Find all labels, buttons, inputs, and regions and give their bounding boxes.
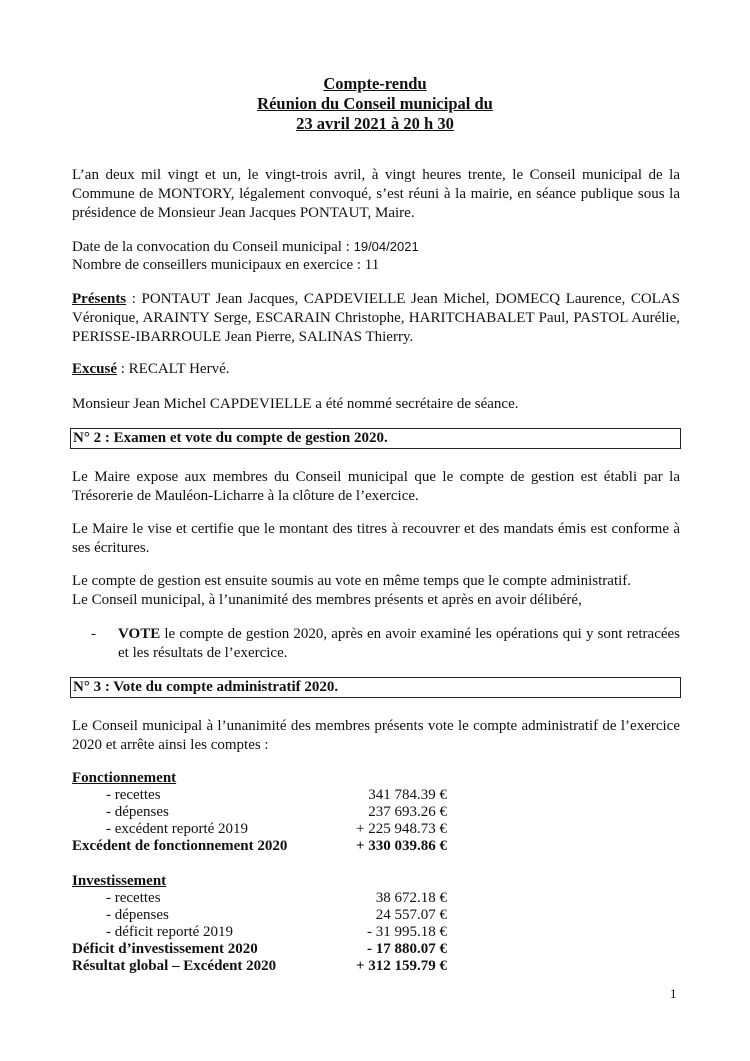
bullet-dash: - — [91, 626, 96, 642]
fonct-recettes-label: - recettes — [106, 787, 161, 803]
section-2-paragraph-3a: Le compte de gestion est ensuite soumis au vote en même temps que le compte administratif. — [72, 573, 632, 589]
convocation-date: Date de la convocation du Conseil municipal : 19/04/2021 — [72, 239, 419, 255]
fonct-depenses-label: - dépenses — [106, 804, 169, 820]
title-line-3: 23 avril 2021 à 20 h 30 — [296, 114, 454, 133]
presents-paragraph: Présents : PONTAUT Jean Jacques, CAPDEVIELLE Jean Michel, DOMECQ Laurence, COLAS Véronique, ARAINTY Serge, ESCARAIN Christophe, HARITCHABALET Paul, PASTOL Aurélie, PERISSE-IBARROULE Jean Pierre, SALINAS Thierry. — [72, 291, 680, 345]
presents-label: Présents — [72, 291, 127, 307]
invest-depenses-value: 24 557.07 € — [375, 907, 447, 923]
global-result-label: Résultat global – Excédent 2020 — [72, 958, 277, 974]
fonct-excedent-value: + 225 948.73 € — [356, 821, 447, 837]
section-2-heading: N° 2 : Examen et vote du compte de gestion 2020. — [70, 428, 681, 449]
title-line-1: Compte-rendu — [323, 74, 427, 93]
section-2-paragraph-1: Le Maire expose aux membres du Conseil municipal que le compte de gestion est établi par la Trésorerie de Mauléon-Licharre à la clôture de l’exercice. — [72, 469, 680, 504]
secretaire-line: Monsieur Jean Michel CAPDEVIELLE a été nommé secrétaire de séance. — [72, 396, 519, 412]
section-3-heading: N° 3 : Vote du compte administratif 2020. — [70, 677, 681, 698]
invest-total-value: - 17 880.07 € — [367, 941, 447, 957]
fonct-depenses-value: 237 693.26 € — [368, 804, 447, 820]
vote-paragraph: VOTE le compte de gestion 2020, après en avoir examiné les opérations qui y sont retracées et les résultats de l’exercice. — [118, 626, 680, 661]
section-2-paragraph-3b: Le Conseil municipal, à l’unanimité des membres présents et après en avoir délibéré, — [72, 592, 582, 608]
fonct-recettes-value: 341 784.39 € — [368, 787, 447, 803]
intro-paragraph: L’an deux mil vingt et un, le vingt-trois avril, à vingt heures trente, le Conseil municipal de la Commune de MONTORY, légalement convoqué, s’est réuni à la mairie, en séance publique sous la présidence de Monsieur Jean Jacques PONTAUT, Maire. — [72, 167, 680, 221]
nombre-conseillers: Nombre de conseillers municipaux en exercice : 11 — [72, 257, 380, 273]
fonctionnement-heading: Fonctionnement — [72, 770, 177, 786]
global-result-value: + 312 159.79 € — [355, 958, 447, 974]
invest-recettes-label: - recettes — [106, 890, 161, 906]
invest-depenses-label: - dépenses — [106, 907, 169, 923]
title-line-2: Réunion du Conseil municipal du — [257, 94, 493, 113]
section-2-paragraph-2: Le Maire le vise et certifie que le montant des titres à recouvrer et des mandats émis est conforme à ses écritures. — [72, 521, 680, 556]
investissement-heading: Investissement — [72, 873, 167, 889]
excuse-line: Excusé : RECALT Hervé. — [72, 361, 230, 377]
excuse-label: Excusé — [72, 361, 117, 377]
invest-deficit-value: - 31 995.18 € — [367, 924, 447, 940]
fonct-total-value: + 330 039.86 € — [355, 838, 447, 854]
fonct-excedent-label: - excédent reporté 2019 — [106, 821, 249, 837]
page-number: 1 — [670, 986, 677, 1001]
invest-deficit-label: - déficit reporté 2019 — [106, 924, 234, 940]
section-3-paragraph: Le Conseil municipal à l’unanimité des membres présents vote le compte administratif de l’exercice 2020 et arrête ainsi les comptes : — [72, 718, 680, 753]
fonct-total-label: Excédent de fonctionnement 2020 — [72, 838, 288, 854]
invest-recettes-value: 38 672.18 € — [375, 890, 447, 906]
invest-total-label: Déficit d’investissement 2020 — [72, 941, 258, 957]
